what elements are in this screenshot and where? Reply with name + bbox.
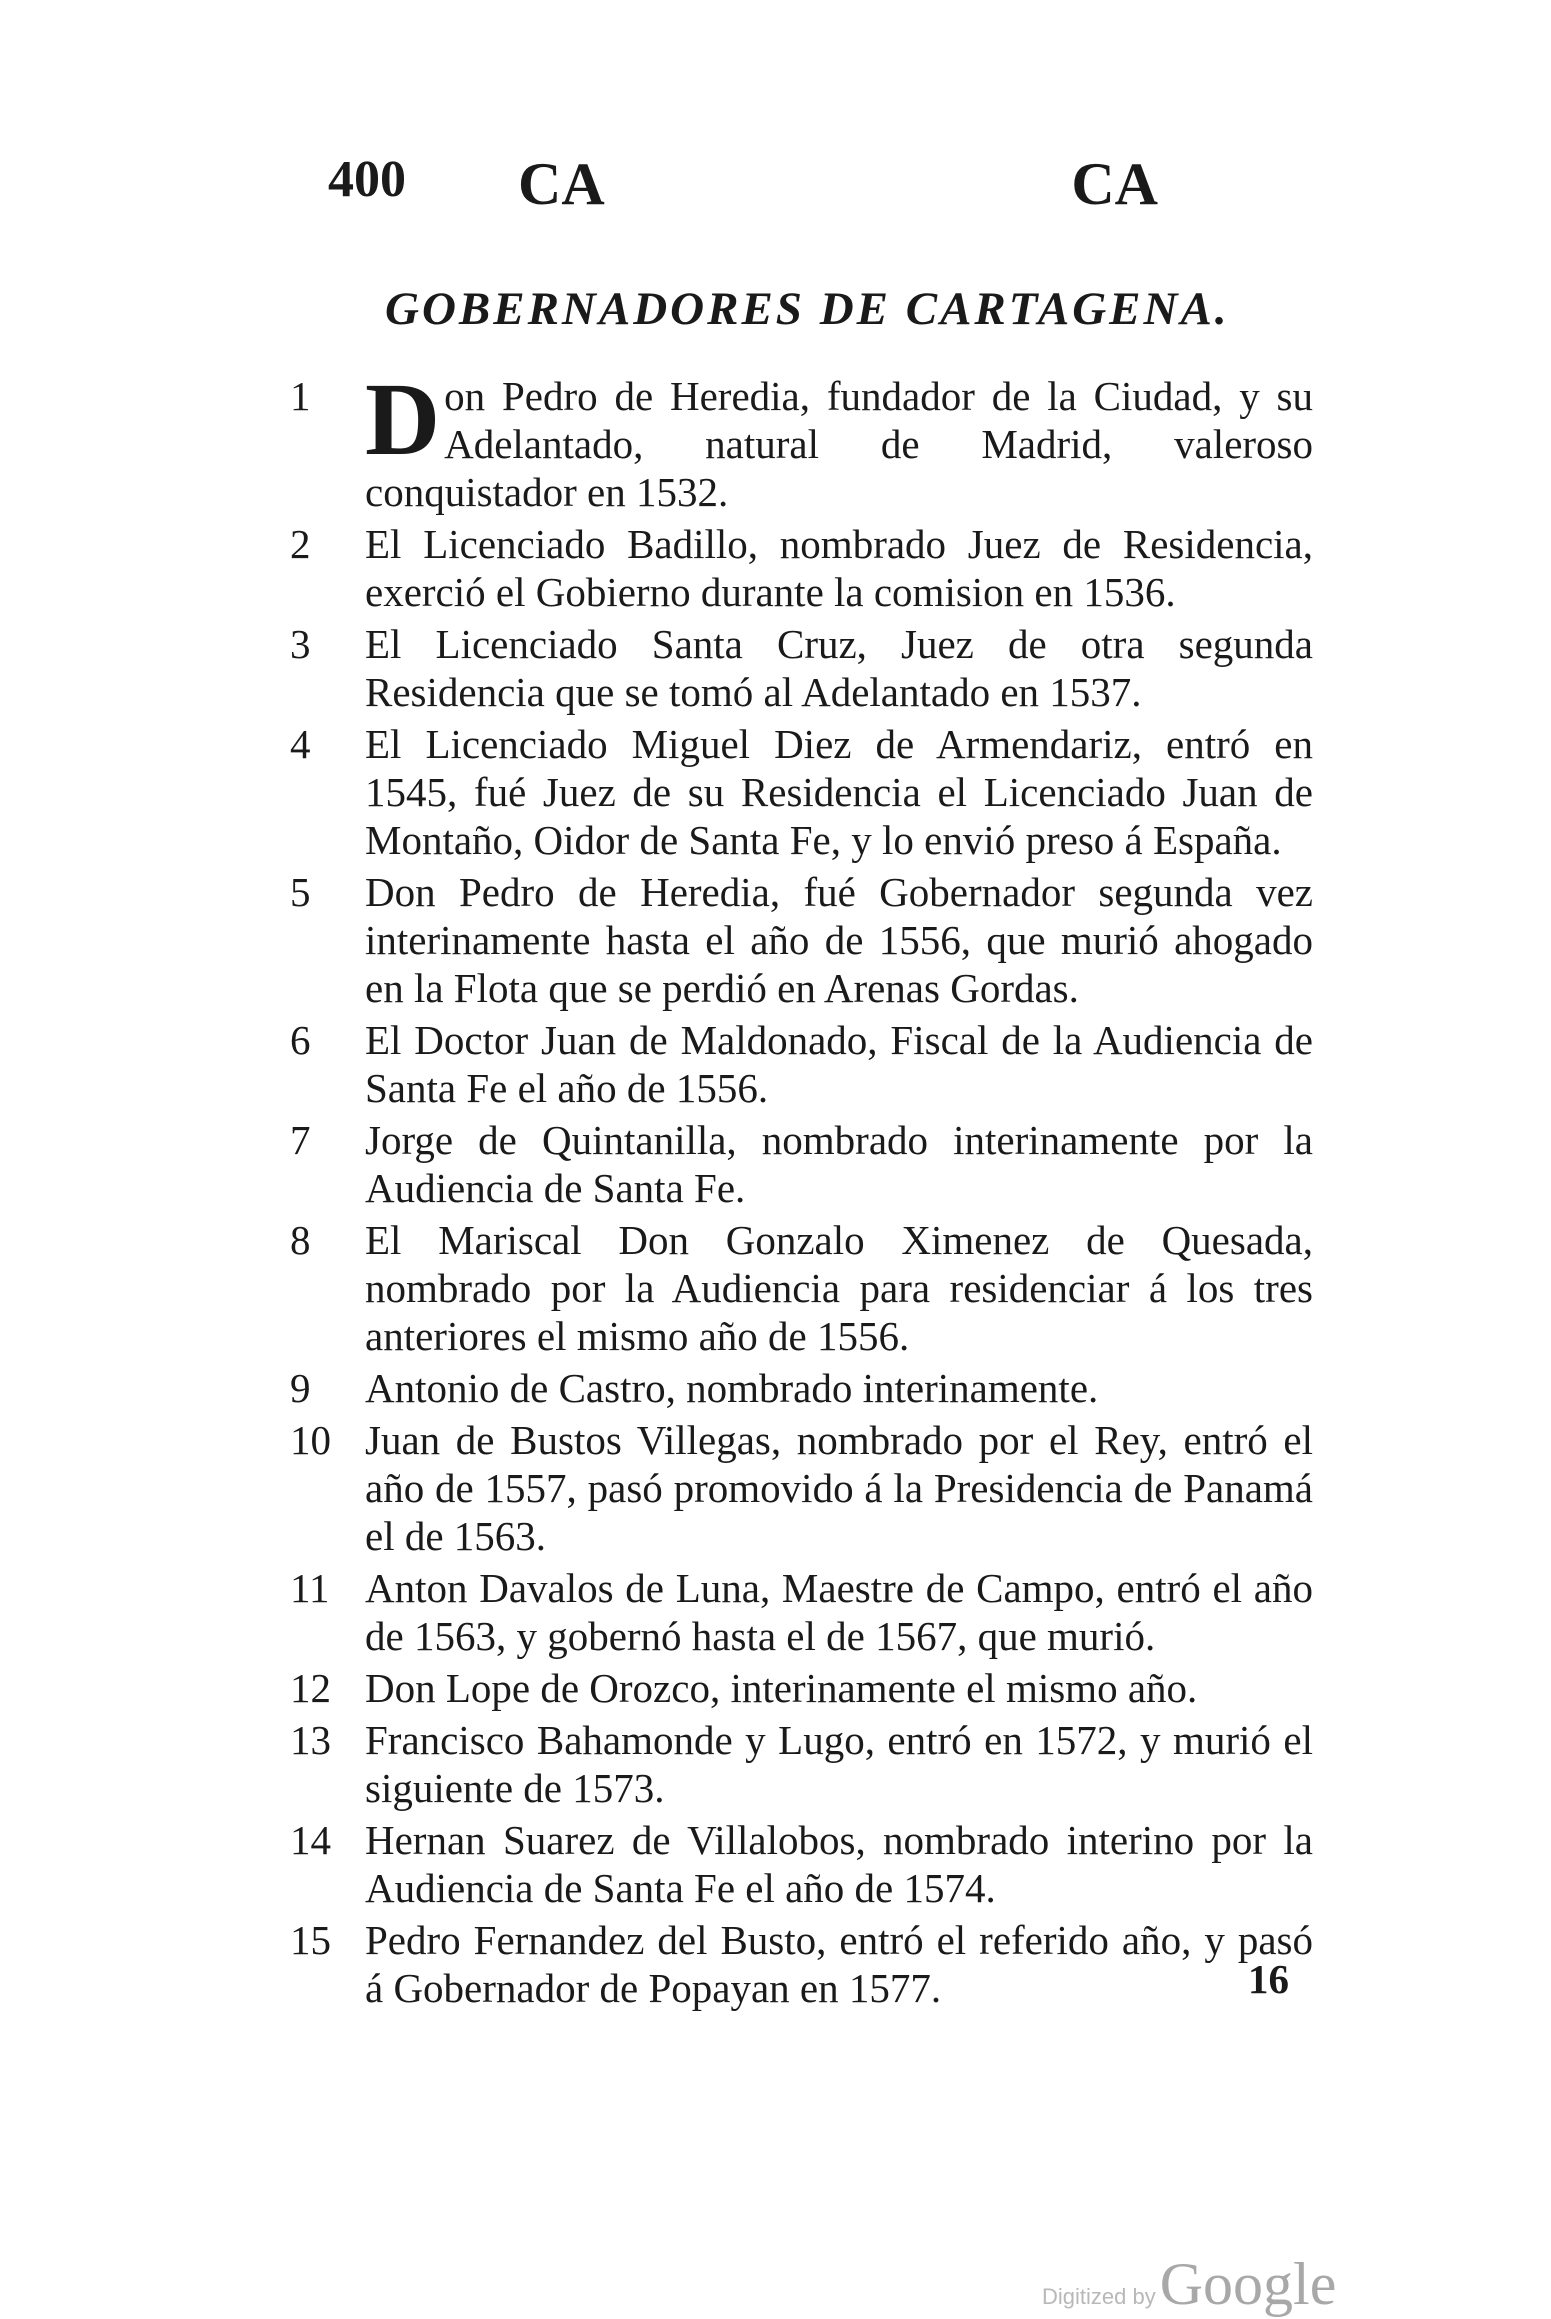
entry-body: Jorge de Quintanilla, nombrado interinamente por la Audiencia de Santa Fe. — [365, 1117, 1313, 1211]
running-head — [328, 150, 1158, 230]
entry-body: El Licenciado Santa Cruz, Juez de otra segunda Residencia que se tomó al Adelantado en 1537. — [365, 621, 1313, 715]
list-item — [0, 1364, 1551, 1412]
list-item — [0, 868, 1551, 1012]
google-logo: Google — [1159, 2251, 1337, 2317]
entry-body: El Mariscal Don Gonzalo Ximenez de Quesada, nombrado por la Audiencia para residenciar á los tres anteriores el mismo año de 1556. — [365, 1217, 1313, 1359]
entry-text — [365, 1364, 1313, 1412]
entry-number: 3 — [290, 621, 311, 667]
list-item — [0, 1216, 1551, 1360]
digitized-watermark — [1042, 2250, 1336, 2319]
page-number: 400 — [328, 151, 406, 208]
entry-number: 4 — [290, 721, 311, 767]
entry-body: Antonio de Castro, nombrado interinamente. — [365, 1365, 1099, 1411]
entry-body: Hernan Suarez de Villalobos, nombrado interino por la Audiencia de Santa Fe el año de 1574. — [365, 1817, 1313, 1911]
entry-body: El Licenciado Miguel Diez de Armendariz, entró en 1545, fué Juez de su Residencia el Licenciado Juan de Montaño, Oidor de Santa Fe, y lo envió preso á España. — [365, 721, 1313, 863]
list-item — [0, 1116, 1551, 1212]
entry-number: 5 — [290, 869, 311, 915]
entry-number: 8 — [290, 1217, 311, 1263]
entry-text — [365, 1564, 1313, 1660]
list-item — [0, 620, 1551, 716]
entry-text — [365, 620, 1313, 716]
list-item — [0, 1716, 1551, 1812]
entry-body: Don Lope de Orozco, interinamente el mismo año. — [365, 1665, 1198, 1711]
entry-number: 15 — [290, 1917, 331, 1963]
list-item — [0, 720, 1551, 864]
entry-body: El Licenciado Badillo, nombrado Juez de Residencia, exerció el Gobierno durante la comision en 1536. — [365, 521, 1313, 615]
entry-text — [365, 362, 1313, 516]
list-item — [0, 1816, 1551, 1912]
running-head-left: CA — [518, 151, 605, 217]
entry-text — [365, 868, 1313, 1012]
entry-number: 7 — [290, 1117, 311, 1163]
list-item — [0, 1664, 1551, 1712]
list-item — [0, 1416, 1551, 1560]
entry-body: Don Pedro de Heredia, fué Gobernador segunda vez interinamente hasta el año de 1556, que murió ahogado en la Flota que se perdió en Arenas Gordas. — [365, 869, 1313, 1011]
entry-number: 1 — [290, 373, 311, 419]
entry-body: on Pedro de Heredia, fundador de la Ciudad, y su Adelantado, natural de Madrid, valeroso conquistador en 1532. — [365, 373, 1313, 515]
entry-text — [365, 1716, 1313, 1812]
entry-text — [365, 1416, 1313, 1560]
entry-number: 2 — [290, 521, 311, 567]
entry-number: 10 — [290, 1417, 331, 1463]
entry-body: Pedro Fernandez del Busto, entró el referido año, y pasó á Gobernador de Popayan en 1577. — [365, 1917, 1313, 2011]
list-item — [0, 1916, 1551, 2012]
entry-text — [365, 1016, 1313, 1112]
entry-body: Francisco Bahamonde y Lugo, entró en 1572, y murió el siguiente de 1573. — [365, 1717, 1313, 1811]
entry-text — [365, 1664, 1313, 1712]
entry-body: Anton Davalos de Luna, Maestre de Campo, entró el año de 1563, y gobernó hasta el de 1567, que murió. — [365, 1565, 1313, 1659]
entry-number: 14 — [290, 1817, 331, 1863]
list-item — [0, 520, 1551, 616]
entry-number: 13 — [290, 1717, 331, 1763]
entry-body: El Doctor Juan de Maldonado, Fiscal de la Audiencia de Santa Fe el año de 1556. — [365, 1017, 1313, 1111]
entry-number: 11 — [290, 1565, 330, 1611]
drop-cap: D — [365, 362, 441, 477]
entry-number: 6 — [290, 1017, 311, 1063]
section-title: GOBERNADORES DE CARTAGENA. — [385, 283, 1230, 335]
entry-number: 12 — [290, 1665, 331, 1711]
list-item — [0, 1564, 1551, 1660]
entry-text — [365, 1116, 1313, 1212]
entry-number: 9 — [290, 1365, 311, 1411]
entry-body: Juan de Bustos Villegas, nombrado por el Rey, entró el año de 1557, pasó promovido á la Presidencia de Panamá el de 1563. — [365, 1417, 1313, 1559]
entry-text — [365, 720, 1313, 864]
entry-text — [365, 520, 1313, 616]
entry-text — [365, 1216, 1313, 1360]
governor-list — [0, 362, 1551, 2016]
entry-text — [365, 1816, 1313, 1912]
list-item — [0, 1016, 1551, 1112]
list-item — [0, 362, 1551, 516]
watermark-prefix: Digitized by — [1042, 2284, 1156, 2309]
running-head-right: CA — [1071, 151, 1158, 217]
catchword: 16 — [1248, 1956, 1289, 2002]
entry-text — [365, 1916, 1313, 2012]
